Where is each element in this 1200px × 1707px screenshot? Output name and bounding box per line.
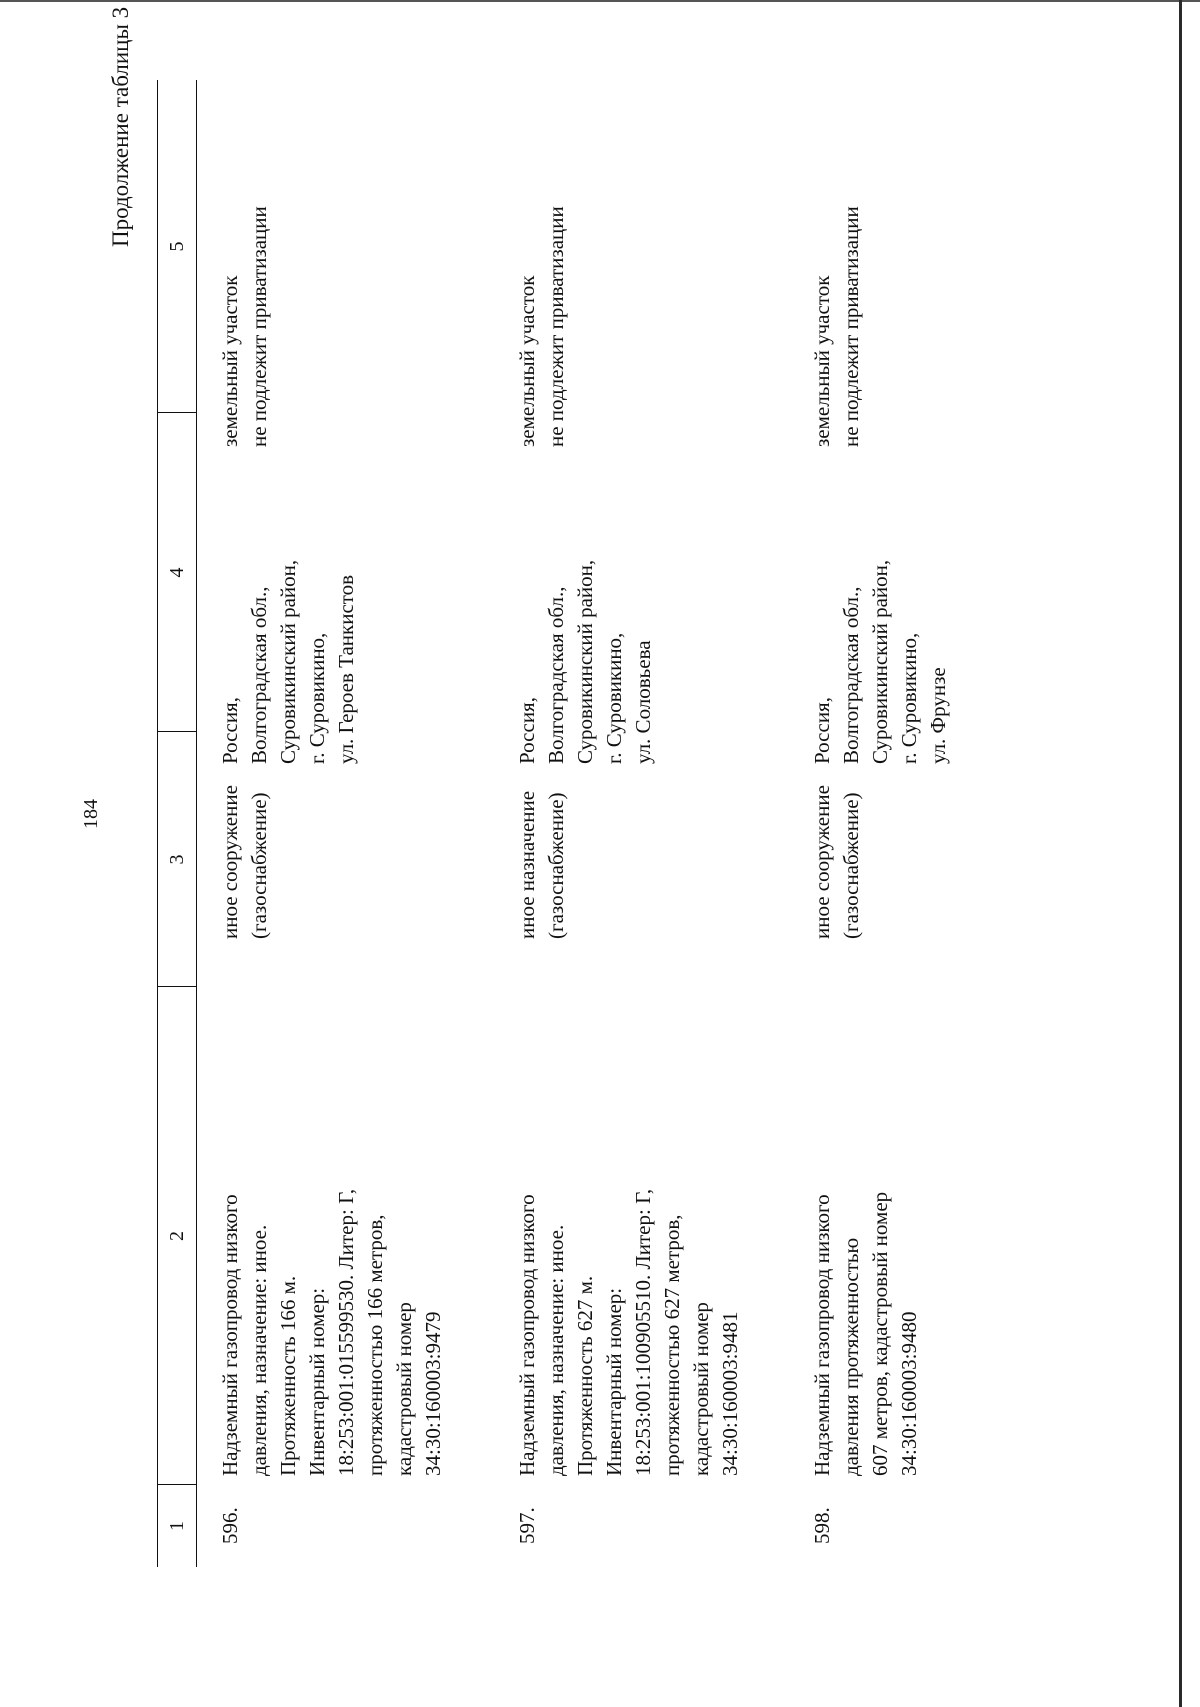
header-rule-top bbox=[157, 80, 158, 1567]
page-number: 184 bbox=[80, 799, 102, 829]
column-number-4: 4 bbox=[166, 567, 188, 578]
row-596-purpose: иное сооружение (газоснабжение) bbox=[218, 785, 271, 939]
row-596-address: Россия, Волгоградская обл., Суровикинский район, г. Суровикино, ул. Героев Танкистов bbox=[218, 559, 358, 764]
row-598-address: Россия, Волгоградская обл., Суровикинский район, г. Суровикино, ул. Фрунзе bbox=[810, 559, 950, 764]
table-caption: Продолжение таблицы 3 bbox=[108, 6, 133, 247]
row-597-note: земельный участок не подлежит приватизации bbox=[515, 206, 568, 447]
row-598-name: Надземный газопровод низкого давления протяженностью 607 метров, кадастровый номер 34:30:160003:9480 bbox=[810, 1191, 921, 1476]
column-number-1: 1 bbox=[166, 1521, 188, 1531]
row-597-purpose: иное назначение (газоснабжение) bbox=[515, 790, 568, 939]
row-596-name: Надземный газопровод низкого давления, назначение: иное. Протяженность 166 м. Инвентарный номер: 18:253:001:015599530. Литер: Г, протяженностью 166 метров, кадастровый номер 34:30:160003:9479 bbox=[218, 1188, 445, 1476]
row-596-note: земельный участок не подлежит приватизации bbox=[218, 206, 271, 447]
row-598-number: 598. bbox=[810, 1507, 834, 1544]
column-number-5: 5 bbox=[166, 241, 188, 252]
row-597-address: Россия, Волгоградская обл., Суровикинский район, г. Суровикино, ул. Соловьева bbox=[515, 559, 655, 764]
row-596-number: 596. bbox=[218, 1507, 242, 1544]
row-598-note: земельный участок не подлежит приватизации bbox=[810, 206, 863, 447]
row-597-name: Надземный газопровод низкого давления, назначение: иное. Протяженность 627 м. Инвентарный номер: 18:253:001:100905510. Литер: Г, протяженностью 627 метров, кадастровый номер 34:30:160003:9481 bbox=[515, 1188, 742, 1476]
column-number-2: 2 bbox=[166, 1231, 188, 1241]
row-597-number: 597. bbox=[515, 1507, 539, 1544]
column-number-3: 3 bbox=[166, 854, 188, 865]
header-rule-bottom bbox=[196, 80, 197, 1567]
row-598-purpose: иное сооружение (газоснабжение) bbox=[810, 785, 863, 939]
